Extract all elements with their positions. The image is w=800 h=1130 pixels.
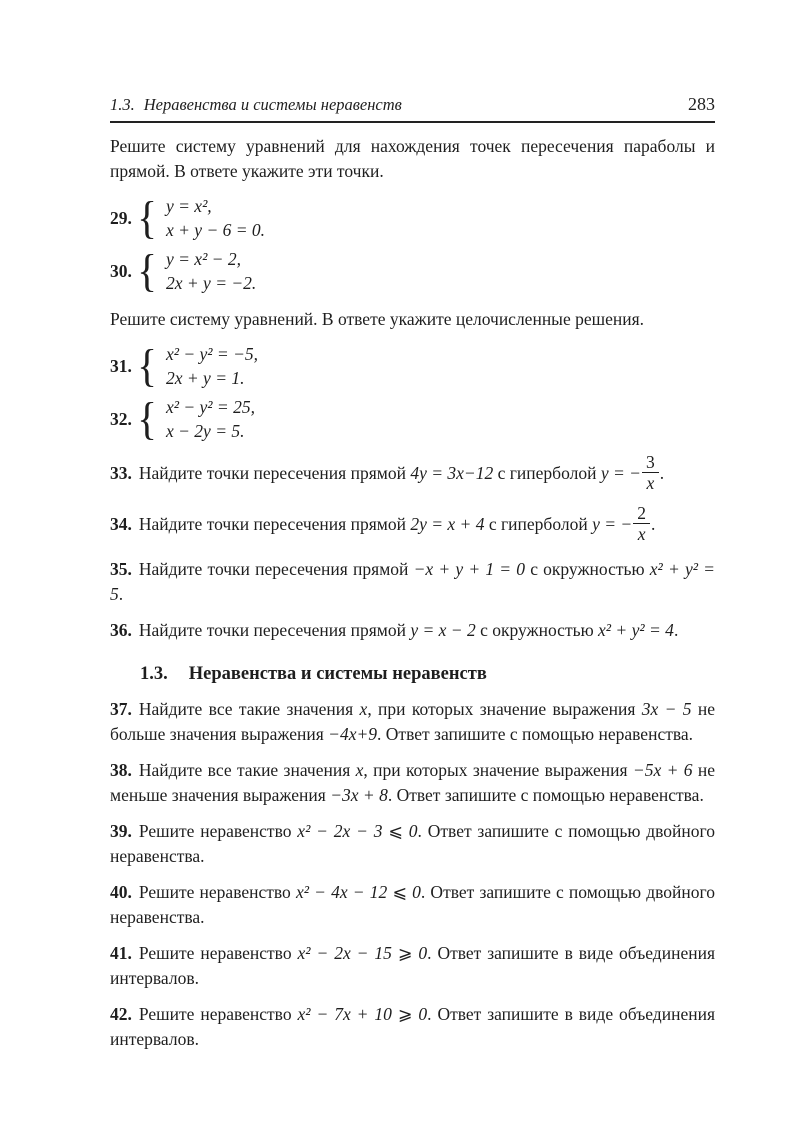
math-expression: −x + y + 1 = 0 xyxy=(413,558,526,579)
system-brace: { xyxy=(136,393,157,444)
system-equations xyxy=(166,342,258,390)
problem-34 xyxy=(110,502,715,546)
problem-39 xyxy=(110,819,715,869)
problem-text: Найдите точки пересечения прямой xyxy=(138,619,411,640)
math-expression: x² − 4x − 12 ⩽ 0 xyxy=(295,881,421,902)
problem-text: Решите неравенство xyxy=(138,942,298,963)
problem-text: с гиперболой xyxy=(493,462,601,483)
fraction-numerator: 2 xyxy=(633,504,650,524)
system-equations xyxy=(166,395,255,443)
problem-number: 33. xyxy=(110,462,132,483)
equation-1: y = x² − 2, xyxy=(165,249,241,269)
intro-paragraph-1: Решите систему уравнений для нахождения точек пересечения параболы и прямой. В ответе укажите эти точки. xyxy=(110,136,715,181)
problem-37 xyxy=(110,697,715,747)
math-expression: y = − xyxy=(592,513,633,534)
problem-text: Найдите точки пересечения прямой xyxy=(138,513,411,534)
problem-text: с окружностью xyxy=(475,619,599,640)
intro-paragraph-2: Решите систему уравнений. В ответе укажите целочисленные решения. xyxy=(110,309,644,329)
problem-number: 41. xyxy=(110,942,132,963)
section-title: Неравенства и системы неравенств xyxy=(188,663,487,684)
problem-text: Решите неравенство xyxy=(138,881,296,902)
problem-text: . xyxy=(650,513,656,534)
equation-2: 2x + y = −2. xyxy=(165,273,257,293)
problem-text: Найдите все такие значения xyxy=(138,759,356,780)
problem-number: 39. xyxy=(110,820,132,841)
problem-number: 40. xyxy=(110,881,132,902)
problem-text: . Ответ запишите с помощью неравенства. xyxy=(377,723,694,744)
equation-2: x − 2y = 5. xyxy=(165,421,245,441)
problem-text: . xyxy=(118,583,124,604)
section-heading xyxy=(140,663,715,685)
problem-number: 31. xyxy=(110,355,132,376)
problem-36 xyxy=(110,618,715,643)
problem-text: с гиперболой xyxy=(484,513,593,534)
problem-number: 34. xyxy=(110,513,132,534)
math-expression: y = x − 2 xyxy=(410,619,476,640)
running-section-number: 1.3. xyxy=(110,95,135,114)
problem-text: . xyxy=(659,462,665,483)
problem-text: Найдите точки пересечения прямой xyxy=(138,558,414,579)
problem-38 xyxy=(110,758,715,808)
math-expression: x² − 2x − 3 ⩽ 0 xyxy=(297,820,418,841)
problem-text: Найдите все такие значения xyxy=(138,698,360,719)
problem-number: 42. xyxy=(110,1003,132,1024)
equation-1: x² − y² = −5, xyxy=(165,344,259,364)
problem-text: . Ответ запишите в виде объединения интервалов. xyxy=(110,942,715,988)
page-number: 283 xyxy=(688,94,715,114)
problem-32 xyxy=(110,394,715,444)
system-equations xyxy=(166,194,265,242)
problem-31 xyxy=(110,341,715,391)
problem-text: Решите неравенство xyxy=(138,1003,298,1024)
math-expression: −5x + 6 xyxy=(632,759,693,780)
problem-text: . Ответ запишите в виде объединения интервалов. xyxy=(110,1003,715,1049)
problem-text: , при которых значение выражения xyxy=(363,759,633,780)
equation-2: x + y − 6 = 0. xyxy=(165,220,266,240)
fraction-denominator: x xyxy=(646,473,655,494)
fraction-numerator: 3 xyxy=(642,453,659,473)
problem-text: . Ответ запишите с помощью неравенства. xyxy=(387,784,704,805)
problem-number: 32. xyxy=(110,408,132,429)
problem-text: не больше значения выражения xyxy=(110,698,715,744)
section-number: 1.3. xyxy=(140,663,168,684)
problem-text: Найдите точки пересечения прямой xyxy=(138,462,411,483)
problem-text: с окружностью xyxy=(525,558,650,579)
problem-text: . xyxy=(673,619,679,640)
math-expression: x xyxy=(359,698,368,719)
problem-40 xyxy=(110,880,715,930)
equation-2: 2x + y = 1. xyxy=(165,368,245,388)
math-expression: x xyxy=(355,759,364,780)
running-title-text: Неравенства и системы неравенств xyxy=(143,95,402,114)
fraction-denominator: x xyxy=(637,524,646,545)
problem-text: Решите неравенство xyxy=(138,820,298,841)
math-expression: −4x+9 xyxy=(328,723,378,744)
math-expression: −3x + 8 xyxy=(330,784,388,805)
equation-1: y = x², xyxy=(165,196,212,216)
problem-number: 29. xyxy=(110,207,132,228)
problem-35 xyxy=(110,557,715,607)
problem-41 xyxy=(110,941,715,991)
math-expression: x² − 7x + 10 ⩾ 0 xyxy=(297,1003,428,1024)
math-expression: 2y = x + 4 xyxy=(410,513,485,534)
fraction xyxy=(633,504,650,544)
problem-number: 35. xyxy=(110,558,132,579)
system-brace: { xyxy=(136,340,157,391)
math-expression: x² − 2x − 15 ⩾ 0 xyxy=(297,942,428,963)
problem-42 xyxy=(110,1002,715,1052)
problem-33 xyxy=(110,452,715,495)
problem-text: . Ответ запишите с помощью двойного неравенства. xyxy=(110,820,715,866)
math-expression: x² + y² = 4 xyxy=(598,619,674,640)
problem-29 xyxy=(110,193,715,243)
problem-text: . Ответ запишите с помощью двойного неравенства. xyxy=(110,881,715,927)
math-expression: 4y = 3x−12 xyxy=(410,462,494,483)
running-title xyxy=(110,92,402,117)
system-brace: { xyxy=(136,192,157,243)
math-expression: x² + y² = 5 xyxy=(110,558,715,604)
fraction xyxy=(642,453,659,493)
problem-text: не меньше значения выражения xyxy=(110,759,715,805)
problem-number: 37. xyxy=(110,698,132,719)
math-expression: y = − xyxy=(600,462,641,483)
math-expression: 3x − 5 xyxy=(641,698,692,719)
system-brace: { xyxy=(136,245,157,296)
problem-number: 38. xyxy=(110,759,132,780)
equation-1: x² − y² = 25, xyxy=(165,397,255,417)
problem-number: 36. xyxy=(110,619,132,640)
system-equations xyxy=(166,247,256,295)
problem-text: , при которых значение выражения xyxy=(367,698,642,719)
running-header xyxy=(110,92,715,123)
problem-30 xyxy=(110,246,715,296)
problem-number: 30. xyxy=(110,260,132,281)
